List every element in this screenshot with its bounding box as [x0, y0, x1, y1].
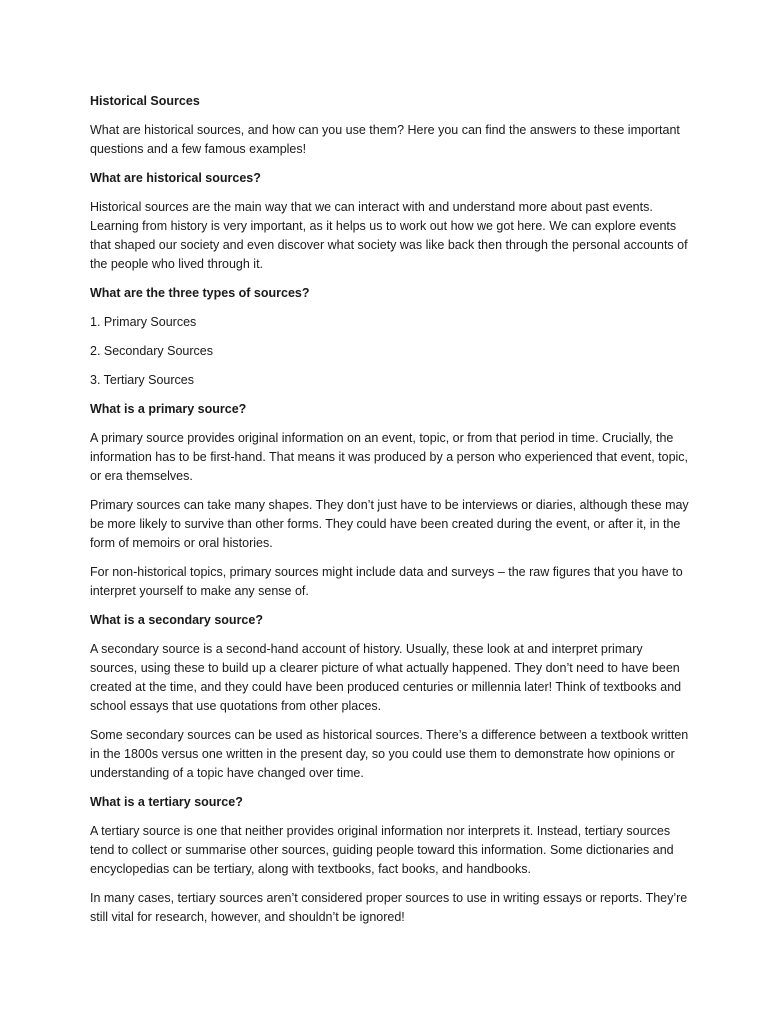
- paragraph: For non-historical topics, primary sources might include data and surveys – the raw figures that you have to interpret yourself to make any sense of.: [90, 565, 683, 598]
- section-heading: What is a secondary source?: [90, 613, 263, 627]
- paragraph: Primary sources can take many shapes. They don’t just have to be interviews or diaries, although these may be more likely to survive than other forms. They could have been created during the event, or after it, in the form of memoirs or oral histories.: [90, 498, 689, 550]
- paragraph: A tertiary source is one that neither provides original information nor interprets it. Instead, tertiary sources tend to collect or summarise other sources, guiding people toward this information. Some dictionaries and encyclopedias can be tertiary, along with textbooks, fact books, and handbooks.: [90, 824, 674, 876]
- list-item: 3. Tertiary Sources: [90, 373, 194, 387]
- section-heading: What are the three types of sources?: [90, 286, 310, 300]
- paragraph: Some secondary sources can be used as historical sources. There’s a difference between a textbook written in the 1800s versus one written in the present day, so you could use them to demonstrate how opinions or understanding of a topic have changed over time.: [90, 728, 689, 780]
- paragraph: A secondary source is a second-hand account of history. Usually, these look at and interpret primary sources, using these to build up a clearer picture of what actually happened. They don’t need to have been created at the time, and they could have been produced centuries or millennia later! Think of textbooks and school essays that use quotations from other places.: [90, 642, 682, 713]
- document-page: [90, 92, 690, 937]
- section-heading: What is a tertiary source?: [90, 795, 243, 809]
- section-heading: What is a primary source?: [90, 402, 247, 416]
- list-item: 1. Primary Sources: [90, 315, 197, 329]
- paragraph: A primary source provides original information on an event, topic, or from that period in time. Crucially, the information has to be first-hand. That means it was produced by a person who experienced that event, topic, or era themselves.: [90, 431, 689, 483]
- intro-paragraph: What are historical sources, and how can you use them? Here you can find the answers to these important questions and a few famous examples!: [90, 123, 680, 156]
- paragraph: In many cases, tertiary sources aren’t considered proper sources to use in writing essays or reports. They’re still vital for research, however, and shouldn’t be ignored!: [90, 891, 688, 924]
- paragraph: Historical sources are the main way that we can interact with and understand more about past events. Learning from history is very important, as it helps us to work out how we got here. We can explore events that shaped our society and even discover what society was like back then through the personal accounts of the people who lived through it.: [90, 200, 688, 271]
- section-heading: What are historical sources?: [90, 171, 261, 185]
- document-title: Historical Sources: [90, 94, 200, 108]
- list-item: 2. Secondary Sources: [90, 344, 213, 358]
